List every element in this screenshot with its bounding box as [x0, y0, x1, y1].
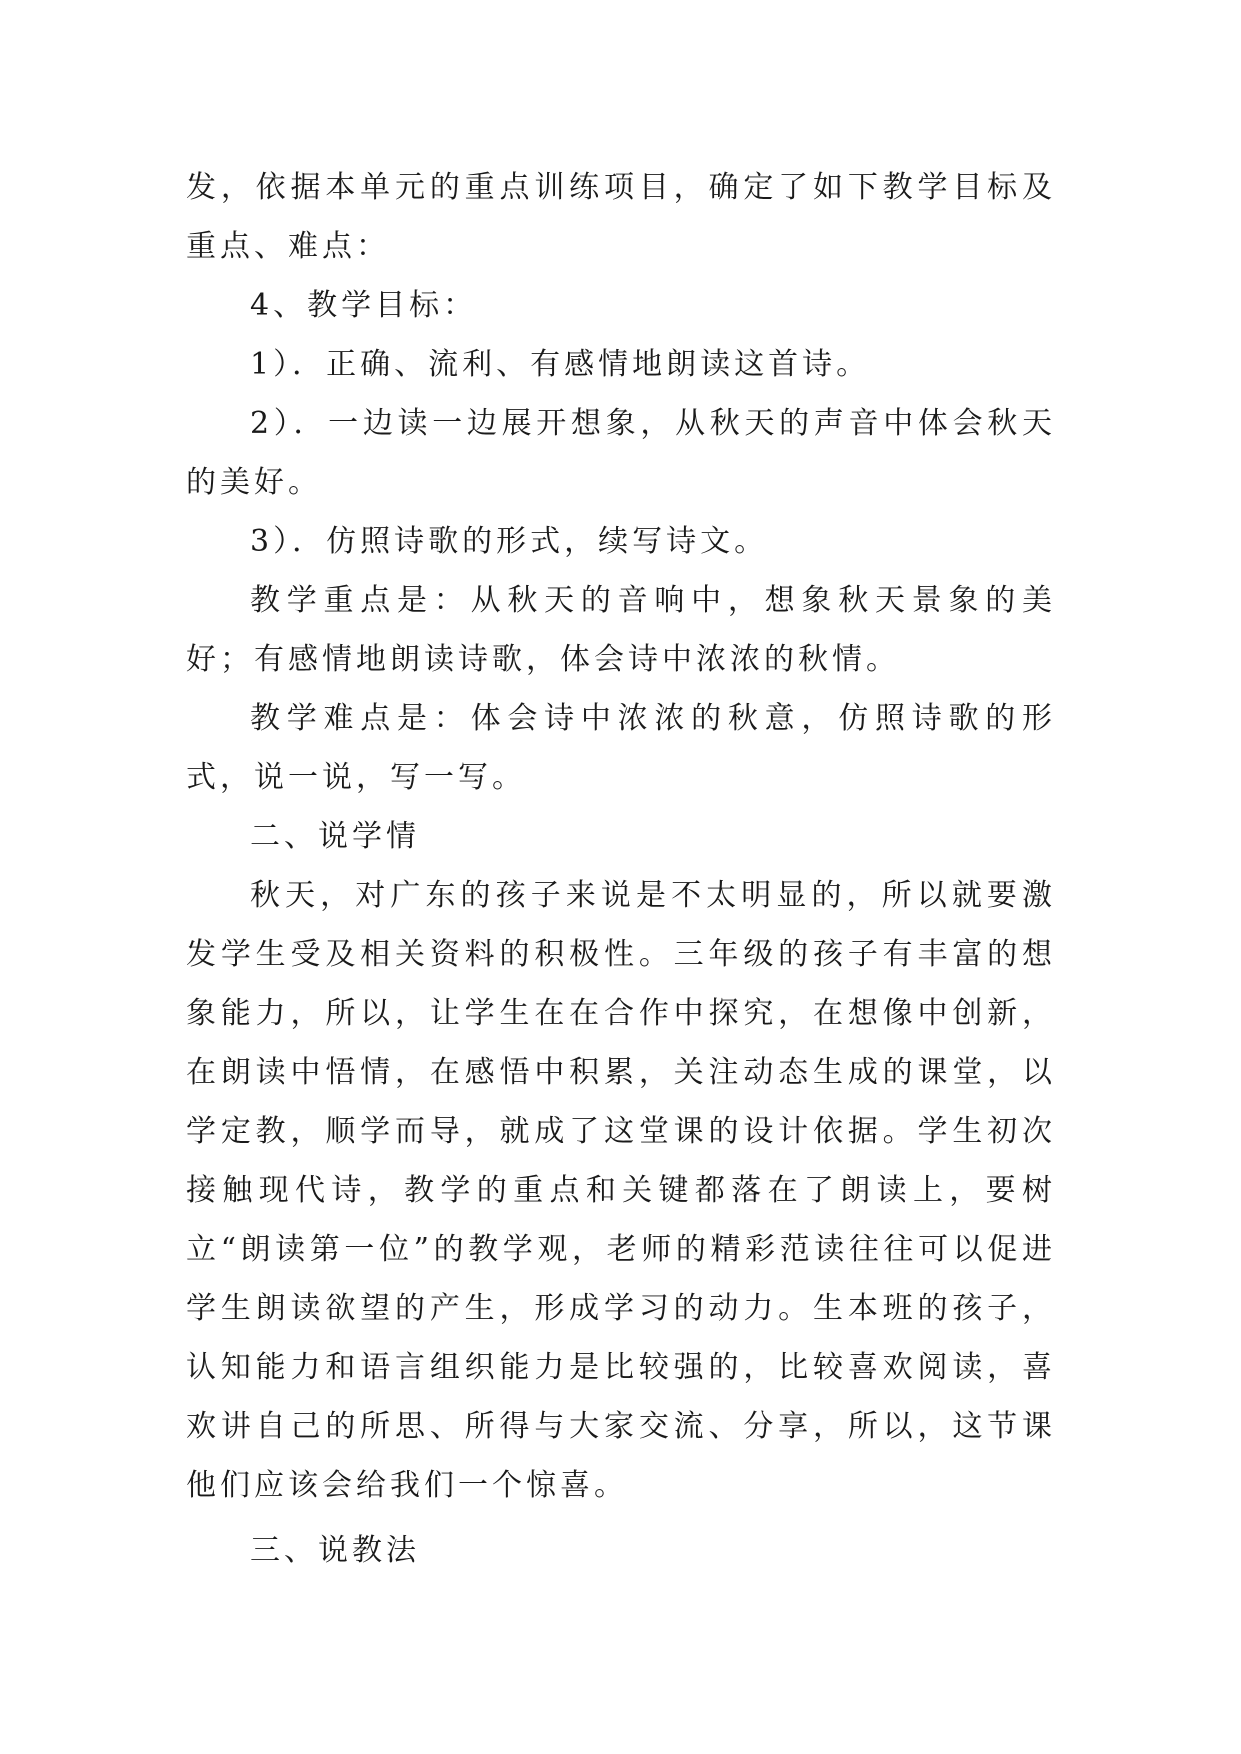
teaching-key-points: 教学重点是：从秋天的音响中，想象秋天景象的美好；有感情地朗读诗歌，体会诗中浓浓的秋情。 [186, 583, 1056, 677]
student-analysis-paragraph: 秋天，对广东的孩子来说是不太明显的，所以就要激发学生受及相关资料的积极性。三年级的孩子有丰富的想象能力，所以，让学生在在合作中探究，在想像中创新，在朗读中悟情，在感悟中积累，关注动态生成的课堂，以学定教，顺学而导，就成了这堂课的设计依据。学生初次接触现代诗，教学的重点和关键都落在了朗读上，要树立“朗读第一位”的教学观，老师的精彩范读往往可以促进学生朗读欲望的产生，形成学习的动力。生本班的孩子，认知能力和语言组织能力是比较强的，比较喜欢阅读，喜欢讲自己的所思、所得与大家交流、分享，所以，这节课他们应该会给我们一个惊喜。 [186, 878, 1056, 1503]
goal-item-1: 1）．正确、流利、有感情地朗读这首诗。 [250, 347, 871, 382]
section-heading-student-analysis: 二、说学情 [250, 819, 420, 854]
document-body [186, 158, 1056, 1580]
goal-item-3: 3）．仿照诗歌的形式，续写诗文。 [250, 524, 769, 559]
goal-item-2: 2）．一边读一边展开想象，从秋天的声音中体会秋天的美好。 [186, 406, 1056, 500]
paragraph-continuation: 发，依据本单元的重点训练项目，确定了如下教学目标及重点、难点： [186, 170, 1056, 264]
section-heading-teaching-method: 三、说教法 [250, 1533, 420, 1568]
teaching-difficulties: 教学难点是：体会诗中浓浓的秋意，仿照诗歌的形式，说一说，写一写。 [186, 701, 1056, 795]
heading-teaching-goals: 4、教学目标： [250, 288, 478, 323]
